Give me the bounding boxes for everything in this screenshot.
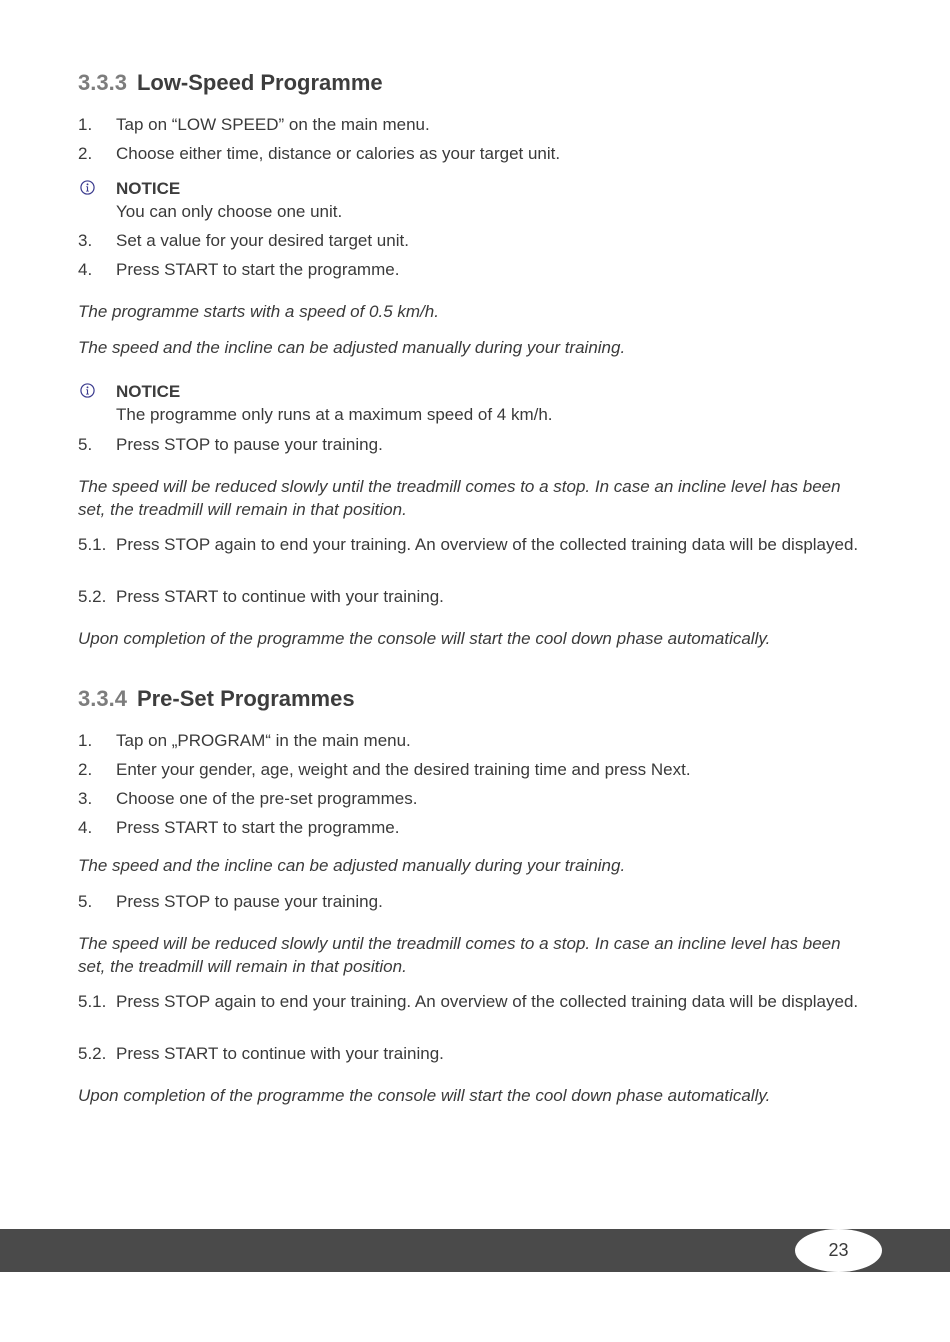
list-item (78, 258, 872, 281)
notice-box (78, 380, 872, 426)
list-item (78, 533, 872, 556)
section-number: 3.3.4 (78, 686, 127, 711)
step-text: Choose one of the pre-set programmes. (116, 789, 418, 808)
step-text: Press STOP to pause your training. (116, 435, 383, 454)
step-number: 4. (78, 260, 93, 279)
italic-note: The speed and the incline can be adjusted manually during your training. (78, 856, 626, 875)
section-title: Low-Speed Programme (136, 70, 383, 95)
notice-title: NOTICE (116, 179, 181, 198)
notice-text: You can only choose one unit. (116, 202, 343, 221)
page-number-badge (795, 1229, 882, 1272)
step-number: 1. (78, 731, 93, 750)
step-text: Press START to start the programme. (116, 818, 400, 837)
section-title: Pre-Set Programmes (136, 686, 355, 711)
step-text: Choose either time, distance or calories as your target unit. (116, 144, 561, 163)
step-number: 3. (78, 789, 93, 808)
page-number: 23 (828, 1240, 849, 1260)
section-heading-pre-set (78, 686, 355, 712)
step-number: 5. (78, 892, 93, 911)
step-text: Enter your gender, age, weight and the desired training time and press Next. (116, 760, 691, 779)
step-number: 5.1. (78, 535, 107, 554)
italic-note: The speed and the incline can be adjusted manually during your training. (78, 338, 626, 357)
list-item (78, 816, 872, 839)
italic-note: The speed will be reduced slowly until the treadmill comes to a stop. In case an incline level has been set, the treadmill will remain in that position. (78, 934, 841, 976)
step-number: 4. (78, 818, 93, 837)
list-item (78, 990, 872, 1013)
step-text: Press STOP again to end your training. An overview of the collected training data will be displayed. (116, 535, 859, 554)
section-heading-low-speed (78, 70, 383, 96)
step-text: Press STOP again to end your training. An overview of the collected training data will be displayed. (116, 992, 859, 1011)
step-number: 2. (78, 760, 93, 779)
italic-note: The speed will be reduced slowly until the treadmill comes to a stop. In case an incline level has been set, the treadmill will remain in that position. (78, 477, 841, 519)
list-item (78, 433, 872, 456)
italic-note: The programme starts with a speed of 0.5 km/h. (78, 302, 439, 321)
notice-title: NOTICE (116, 382, 181, 401)
list-item (78, 1042, 872, 1065)
list-item (78, 758, 872, 781)
step-number: 3. (78, 231, 93, 250)
notice-box (78, 177, 872, 223)
italic-note: Upon completion of the programme the console will start the cool down phase automatically. (78, 629, 771, 648)
list-item (78, 113, 872, 136)
step-text: Press START to continue with your training. (116, 587, 444, 606)
step-text: Press START to start the programme. (116, 260, 400, 279)
step-text: Press STOP to pause your training. (116, 892, 383, 911)
list-item (78, 890, 872, 913)
list-item (78, 729, 872, 752)
step-number: 5.1. (78, 992, 107, 1011)
italic-note: Upon completion of the programme the console will start the cool down phase automatically. (78, 1086, 771, 1105)
step-number: 5.2. (78, 587, 107, 606)
section-number: 3.3.3 (78, 70, 127, 95)
step-text: Tap on „PROGRAM“ in the main menu. (116, 731, 411, 750)
list-item (78, 585, 872, 608)
info-circle-icon (80, 383, 95, 398)
notice-text: The programme only runs at a maximum speed of 4 km/h. (116, 405, 553, 424)
step-text: Tap on “LOW SPEED” on the main menu. (116, 115, 430, 134)
list-item (78, 229, 872, 252)
step-text: Set a value for your desired target unit. (116, 231, 409, 250)
step-text: Press START to continue with your training. (116, 1044, 444, 1063)
step-number: 5.2. (78, 1044, 107, 1063)
list-item (78, 787, 872, 810)
info-circle-icon (80, 180, 95, 195)
list-item (78, 142, 872, 165)
step-number: 1. (78, 115, 93, 134)
step-number: 5. (78, 435, 93, 454)
step-number: 2. (78, 144, 93, 163)
